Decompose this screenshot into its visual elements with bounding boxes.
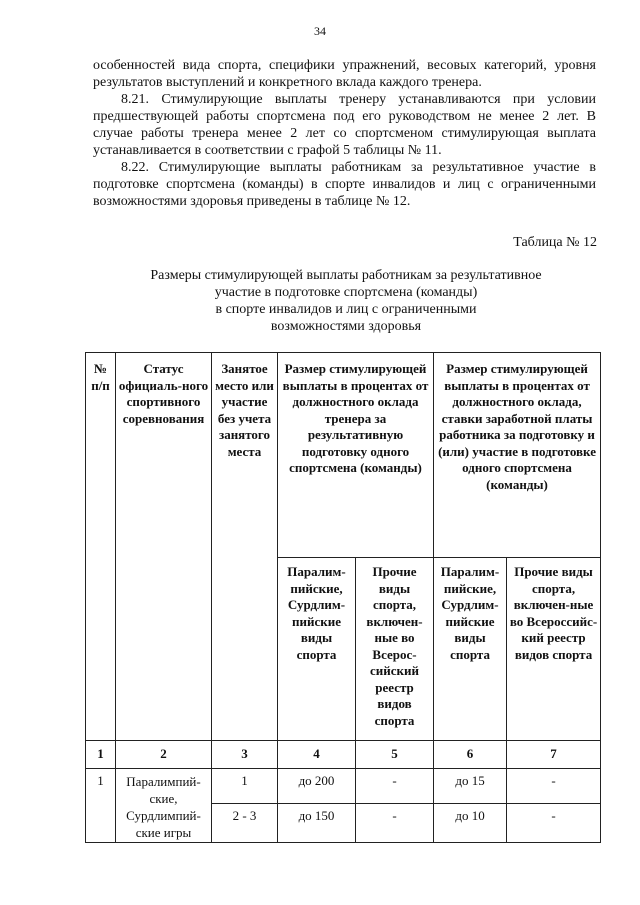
body-text [93,57,596,210]
paragraph-8-21: 8.21. Стимулирующие выплаты тренеру устанавливаются при условии предшествующей работы спортсмена под его руководством не менее 2 лет. В случае работы тренера менее 2 лет со спортсменом стимулирующая выплата устанавливается в соответствии с графой 5 таблицы № 11. [93,92,596,158]
column-number-row [86,741,601,769]
paragraph-8-22: 8.22. Стимулирующие выплаты работникам за результативное участие в подготовке спортсмена (команды) в спорте инвалидов и лиц с ограниченными возможностями здоровья приведены в таблице № 12. [93,160,596,209]
rates-table [85,352,601,843]
column-number: 2 [116,741,212,769]
row-num: 1 [86,769,116,843]
table-title-line: Размеры стимулирующей выплаты работникам за результативное [150,268,542,283]
row-coach-paralympic: до 200 [278,769,356,804]
table-label: Таблица № 12 [513,235,597,250]
row-coach-other: - [356,769,434,804]
row-coach-paralympic: до 150 [278,804,356,843]
header-num: № п/п [86,353,116,741]
table-title-line: в спорте инвалидов и лиц с ограниченными [215,302,477,317]
column-number: 7 [507,741,601,769]
row-coach-other: - [356,804,434,843]
row-place: 2 - 3 [212,804,278,843]
header-coach-size: Размер стимулирующей выплаты в процентах от должностного оклада тренера за результативную подготовку одного спортсмена (команды) [278,353,434,558]
column-number: 3 [212,741,278,769]
column-number: 4 [278,741,356,769]
row-worker-other: - [507,769,601,804]
row-competition-name: Паралимпий-ские, Сурдлимпий-ские игры [116,769,212,843]
table-title-line: возможностями здоровья [270,319,422,334]
header-worker-size: Размер стимулирующей выплаты в процентах от должностного оклада, ставки заработной платы работника за подготовку и (или) участие в подготовке одного спортсмена (команды) [434,353,601,558]
column-number: 5 [356,741,434,769]
row-worker-other: - [507,804,601,843]
row-worker-paralympic: до 10 [434,804,507,843]
subheader-paralympic-worker: Паралим-пийские, Сурдлим-пийские виды спорта [434,558,507,741]
subheader-paralympic-coach: Паралим-пийские, Сурдлим-пийские виды спорта [278,558,356,741]
column-number: 1 [86,741,116,769]
header-row [86,353,601,558]
row-worker-paralympic: до 15 [434,769,507,804]
header-status: Статус официаль-ного спортивного соревнования [116,353,212,741]
row-place: 1 [212,769,278,804]
header-place: Занятое место или участие без учета занятого места [212,353,278,741]
table-title-line: участие в подготовке спортсмена (команды) [214,285,478,300]
paragraph-continuation: особенностей вида спорта, специфики упражнений, весовых категорий, уровня результатов выступлений и конкретного вклада каждого тренера. [93,58,596,90]
subheader-other-worker: Прочие виды спорта, включен-ные во Всероссийс-кий реестр видов спорта [507,558,601,741]
subheader-other-coach: Прочие виды спорта, включен-ные во Всерос-сийский реестр видов спорта [356,558,434,741]
table-row [86,769,601,804]
table-title [96,267,596,335]
column-number: 6 [434,741,507,769]
page-number: 34 [314,24,326,38]
